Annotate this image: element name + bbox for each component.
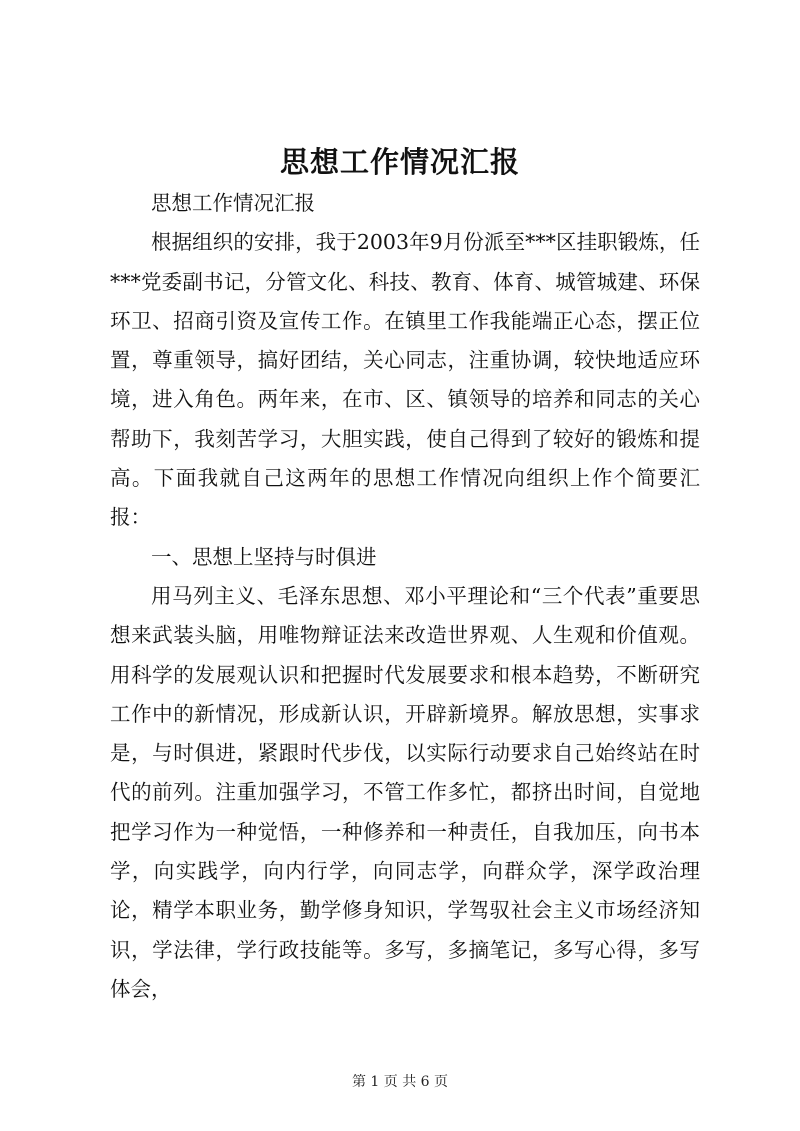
subtitle-paragraph: 思想工作情况汇报 [151,191,315,215]
section-paragraph: 用马列主义、毛泽东思想、邓小平理论和“三个代表”重要思想来武装头脑，用唯物辩证法来改造世界观、人生观和价值观。用科学的发展观认识和把握时代发展要求和根本趋势，不断研究工作中的新情况，形成新认识，开辟新境界。解放思想，实事求是，与时俱进，紧跟时代步伐，以实际行动要求自己始终站在时代的前列。注重加强学习，不管工作多忙，都挤出时间，自觉地把学习作为一种觉悟，一种修养和一种责任，自我加压，向书本学，向实践学，向内行学，向同志学，向群众学，深学政治理论，精学本职业务，勤学修身知识，学驾驭社会主义市场经济知识，学法律，学行政技能等。多写，多摘笔记，多写心得，多写体会， [110,583,700,1001]
page-number-footer: 第 1 页 共 6 页 [351,1074,449,1090]
section-heading: 一、思想上坚持与时俱进 [151,544,377,569]
intro-paragraph: 根据组织的安排，我于2003年9月份派至***区挂职锻炼，任***党委副书记，分管文化、科技、教育、体育、城管城建、环保环卫、招商引资及宣传工作。在镇里工作我能端正心态，摆正位置，尊重领导，搞好团结，关心同志，注重协调，较快地适应环境，进入角色。两年来，在市、区、镇领导的培养和同志的关心帮助下，我刻苦学习，大胆实践，使自己得到了较好的锻炼和提高。下面我就自己这两年的思想工作情况向组织上作个简要汇报： [110,230,700,530]
page-title: 思想工作情况汇报 [279,145,520,179]
document-body [110,184,700,1009]
